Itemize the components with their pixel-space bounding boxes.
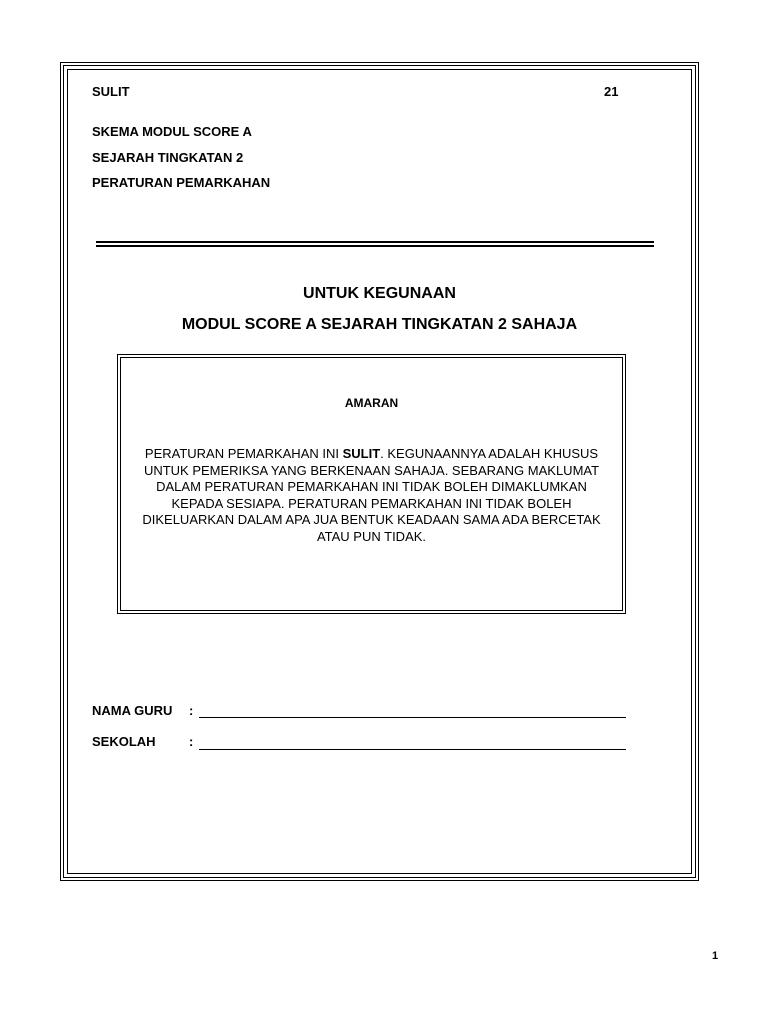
document-type: PERATURAN PEMARKAHAN bbox=[92, 175, 271, 190]
classification-label: SULIT bbox=[92, 84, 130, 99]
warning-text-part2: . KEGUNAANNYA ADALAH KHUSUS UNTUK PEMERIKSA YANG BERKENAAN SAHAJA. SEBARANG MAKLUMAT DALAM PERATURAN PEMARKAHAN INI TIDAK BOLEH DIMAKLUMKAN KEPADA SESIAPA. PERATURAN PEMARKAHAN INI TIDAK BOLEH DIKELUARKAN DALAM APA JUA BENTUK KEADAAN SAMA ADA BERCETAK ATAU PUN TIDAK. bbox=[142, 446, 601, 544]
warning-text bbox=[135, 446, 608, 545]
school-colon: : bbox=[189, 734, 194, 749]
warning-text-bold: SULIT bbox=[342, 446, 381, 461]
warning-heading: AMARAN bbox=[344, 396, 399, 410]
header-divider bbox=[96, 241, 654, 247]
warning-text-part1: PERATURAN PEMARKAHAN INI bbox=[144, 446, 343, 461]
warning-box bbox=[117, 354, 626, 614]
usage-title: UNTUK KEGUNAAN bbox=[303, 285, 456, 302]
page-code: 21 bbox=[604, 84, 619, 99]
school-line bbox=[199, 749, 626, 750]
teacher-name-label: NAMA GURU bbox=[92, 703, 173, 718]
school-label: SEKOLAH bbox=[92, 734, 156, 749]
subject-line: SEJARAH TINGKATAN 2 bbox=[92, 150, 244, 165]
usage-subtitle: MODUL SCORE A SEJARAH TINGKATAN 2 SAHAJA bbox=[181, 316, 578, 333]
teacher-name-colon: : bbox=[189, 703, 194, 718]
module-title: SKEMA MODUL SCORE A bbox=[92, 124, 252, 139]
page-number: 1 bbox=[712, 950, 719, 962]
teacher-name-line bbox=[199, 717, 626, 718]
